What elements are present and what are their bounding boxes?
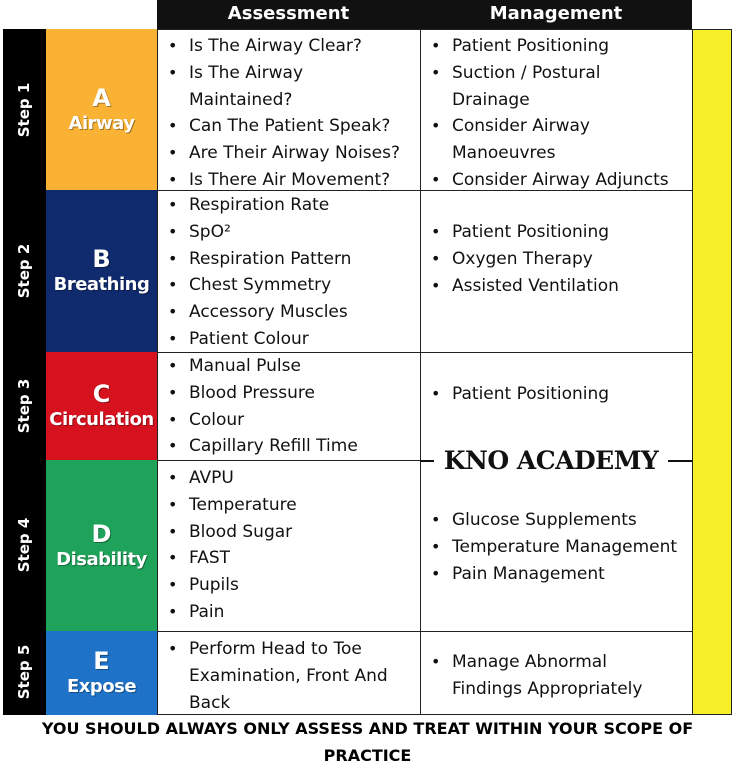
list-item: • Pain Management xyxy=(421,561,692,588)
list-item: • Consider Airway Adjuncts xyxy=(421,167,692,194)
circulation-letter: C xyxy=(92,380,111,408)
expose-management-cell xyxy=(420,631,693,715)
list-item: Drainage xyxy=(452,89,530,110)
airway-block xyxy=(46,29,157,190)
circulation-name: Circulation xyxy=(49,409,154,430)
assessment-header: Assessment xyxy=(227,3,350,24)
breathing-name: Breathing xyxy=(53,274,150,295)
list-item: • SpO² xyxy=(158,219,420,246)
breathing-block xyxy=(46,190,157,352)
list-item: • Is The Airway Clear? xyxy=(158,33,420,60)
list-item: • Is There Air Movement? xyxy=(158,167,420,194)
airway-assessment-cell xyxy=(157,29,421,191)
airway-letter: A xyxy=(92,83,111,112)
list-item: • Blood Sugar xyxy=(158,519,420,546)
list-item: • Patient Colour xyxy=(158,326,420,353)
expose-block xyxy=(46,631,157,715)
list-item: • Can The Patient Speak? xyxy=(158,113,420,140)
expose-letter: E xyxy=(93,647,110,675)
list-item: • Pupils xyxy=(158,572,420,599)
list-item: • Respiration Pattern xyxy=(158,246,420,273)
disability-block xyxy=(46,460,157,631)
footer-line-1: YOU SHOULD ALWAYS ONLY ASSESS AND TREAT WITHIN YOUR SCOPE OF xyxy=(41,719,694,738)
watermark: KNO ACADEMY xyxy=(434,441,668,481)
list-item: • Temperature Management xyxy=(421,534,692,561)
disability-name: Disability xyxy=(56,548,147,570)
list-item: • Respiration Rate xyxy=(158,192,420,219)
footer-line-2: PRACTICE xyxy=(323,746,412,765)
watermark-line-left xyxy=(420,460,434,462)
step-3-label: Step 3 xyxy=(15,378,33,434)
list-item: • Blood Pressure xyxy=(158,380,420,407)
list-item: Findings Appropriately xyxy=(452,678,643,699)
step-2-label: Step 2 xyxy=(15,243,33,299)
breathing-letter: B xyxy=(92,245,111,273)
circulation-block xyxy=(46,352,157,460)
breathing-assessment-cell xyxy=(157,190,421,353)
list-item: • Patient Positioning xyxy=(421,219,692,246)
expose-name: Expose xyxy=(66,676,137,697)
list-item: • Patient Positioning xyxy=(421,381,692,408)
list-item: Maintained? xyxy=(189,89,293,110)
list-item: Back xyxy=(189,692,231,713)
list-item: • Patient Positioning xyxy=(421,33,692,60)
airway-name: Airway xyxy=(68,112,135,134)
list-item: • Are Their Airway Noises? xyxy=(158,140,420,167)
list-item: • Is The Airway xyxy=(158,60,420,87)
list-item: • Accessory Muscles xyxy=(158,299,420,326)
circulation-disability-management-cell xyxy=(420,352,693,632)
yellow-side-bar xyxy=(692,29,732,715)
list-item: • Manage Abnormal xyxy=(421,649,692,676)
list-item: • Suction / Postural xyxy=(421,60,692,87)
list-item: • AVPU xyxy=(158,465,420,492)
list-item: • Temperature xyxy=(158,492,420,519)
list-item: • Perform Head to Toe xyxy=(158,636,420,663)
list-item: • Colour xyxy=(158,407,420,434)
management-header: Management xyxy=(489,3,623,24)
disability-letter: D xyxy=(91,519,112,548)
list-item: • Pain xyxy=(158,599,420,626)
list-item: • Oxygen Therapy xyxy=(421,246,692,273)
list-item: • Chest Symmetry xyxy=(158,272,420,299)
list-item: • Manual Pulse xyxy=(158,353,420,380)
watermark-line-right xyxy=(668,460,692,462)
circulation-assessment-cell xyxy=(157,352,421,461)
breathing-management-cell xyxy=(420,190,693,353)
list-item: Examination, Front And xyxy=(189,665,388,686)
list-item: • Capillary Refill Time xyxy=(158,433,420,460)
list-item: • Assisted Ventilation xyxy=(421,273,692,300)
disability-assessment-cell xyxy=(157,460,421,632)
airway-management-cell xyxy=(420,29,693,191)
expose-assessment-cell xyxy=(157,631,421,715)
step-5-label: Step 5 xyxy=(15,644,33,700)
list-item: • FAST xyxy=(158,545,420,572)
step-4-label: Step 4 xyxy=(15,517,33,573)
step-1-label: Step 1 xyxy=(15,82,33,138)
list-item: • Consider Airway xyxy=(421,113,692,140)
list-item: • Glucose Supplements xyxy=(421,507,692,534)
list-item: Manoeuvres xyxy=(452,143,556,164)
